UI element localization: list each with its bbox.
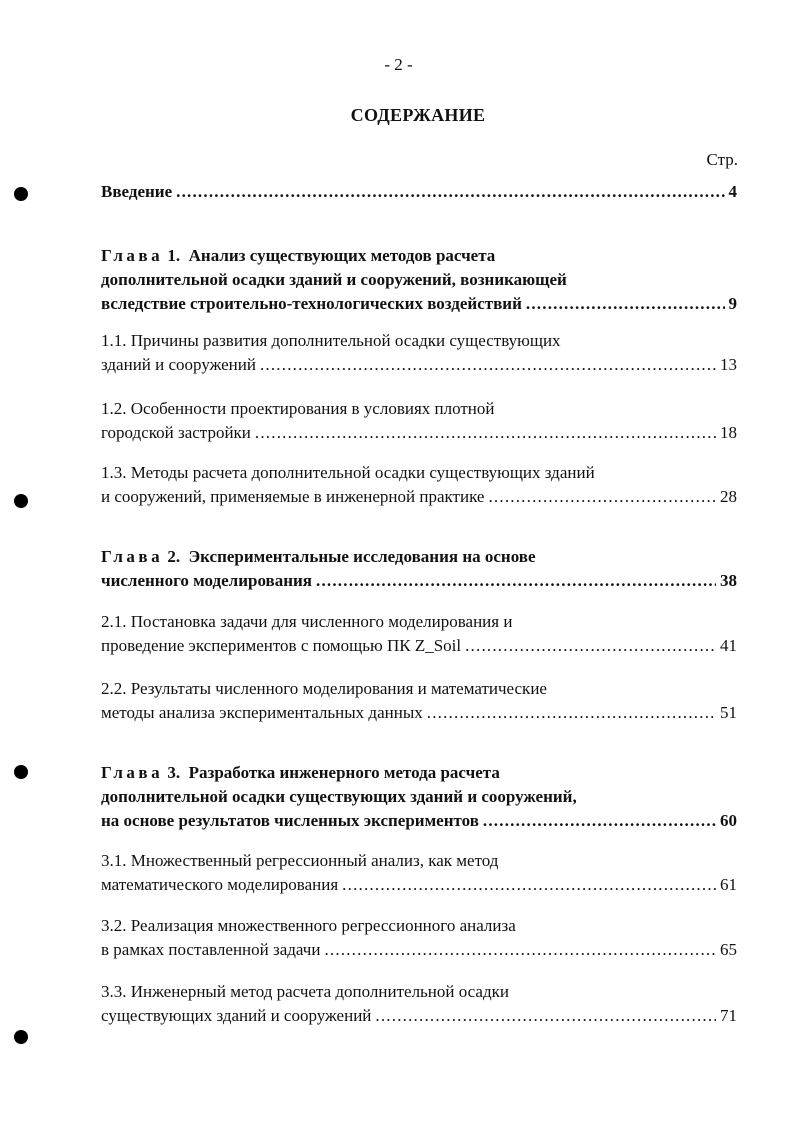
toc-page-number: 61 xyxy=(720,875,737,894)
toc-entry-text: Экспериментальные исследования на основе xyxy=(188,547,536,566)
toc-entry-text: 3.3. Инженерный метод расчета дополнительной осадки xyxy=(101,982,509,1001)
toc-page-number: 41 xyxy=(720,636,737,655)
toc-entry-text: дополнительной осадки зданий и сооружений, возникающей xyxy=(101,270,567,289)
page-column-label: Стр. xyxy=(706,150,738,169)
toc-entry-text: численного моделирования xyxy=(101,571,312,590)
toc-entry-2-1 xyxy=(101,610,737,658)
toc-entry-3-1 xyxy=(101,849,737,897)
leader-dots xyxy=(465,634,716,658)
toc-page-number: 18 xyxy=(720,423,737,442)
toc-entry-text: и сооружений, применяемые в инженерной практике xyxy=(101,487,485,506)
toc-page-number: 9 xyxy=(728,294,737,313)
binder-hole-icon xyxy=(14,187,28,201)
toc-entry-text: на основе результатов численных экспериментов xyxy=(101,811,479,830)
leader-dots xyxy=(526,292,725,316)
binder-hole-icon xyxy=(14,1030,28,1044)
toc-page-number: 51 xyxy=(720,703,737,722)
leader-dots xyxy=(176,180,724,204)
toc-entry-text: Введение xyxy=(101,182,173,201)
toc-entry-text: 1.1. Причины развития дополнительной осадки существующих xyxy=(101,331,561,350)
toc-page-number: 60 xyxy=(720,811,737,830)
leader-dots xyxy=(316,569,716,593)
binder-hole-icon xyxy=(14,765,28,779)
chapter-number: 2. xyxy=(167,547,181,566)
chapter-label: Глава xyxy=(101,763,164,782)
toc-entry-2-2 xyxy=(101,677,737,725)
page-number: - 2 - xyxy=(384,55,413,74)
toc-entry-3-3 xyxy=(101,980,737,1028)
leader-dots xyxy=(375,1004,716,1028)
toc-page-number: 65 xyxy=(720,940,737,959)
toc-entry-text: 1.3. Методы расчета дополнительной осадки существующих зданий xyxy=(101,463,595,482)
toc-entry-chapter-2 xyxy=(101,545,737,593)
toc-entry-text: Анализ существующих методов расчета xyxy=(188,246,496,265)
leader-dots xyxy=(427,701,716,725)
toc-page-number: 13 xyxy=(720,355,737,374)
toc-entry-text: зданий и сооружений xyxy=(101,355,256,374)
toc-page-number: 38 xyxy=(720,571,737,590)
leader-dots xyxy=(483,809,716,833)
toc-entry-text: Разработка инженерного метода расчета xyxy=(188,763,500,782)
chapter-number: 3. xyxy=(167,763,181,782)
binder-hole-icon xyxy=(14,494,28,508)
toc-entry-chapter-1 xyxy=(101,244,737,316)
toc-title: СОДЕРЖАНИЕ xyxy=(350,105,486,125)
toc-entry-text: вследствие строительно-технологических воздействий xyxy=(101,294,522,313)
toc-entry-text: в рамках поставленной задачи xyxy=(101,940,321,959)
toc-entry-text: 2.2. Результаты численного моделирования и математические xyxy=(101,679,547,698)
toc-entry-1-1 xyxy=(101,329,737,377)
toc-entry-text: существующих зданий и сооружений xyxy=(101,1006,372,1025)
toc-entry-text: математического моделирования xyxy=(101,875,339,894)
toc-page-number: 28 xyxy=(720,487,737,506)
toc-entry-text: городской застройки xyxy=(101,423,251,442)
toc-page-number: 4 xyxy=(728,182,737,201)
toc-entry-chapter-3 xyxy=(101,761,737,833)
leader-dots xyxy=(324,938,716,962)
leader-dots xyxy=(260,353,716,377)
chapter-number: 1. xyxy=(167,246,181,265)
leader-dots xyxy=(255,421,716,445)
chapter-label: Глава xyxy=(101,246,164,265)
toc-entry-1-2 xyxy=(101,397,737,445)
toc-entry-text: методы анализа экспериментальных данных xyxy=(101,703,423,722)
toc-entry-text: 3.1. Множественный регрессионный анализ, как метод xyxy=(101,851,499,870)
toc-entry-3-2 xyxy=(101,914,737,962)
leader-dots xyxy=(342,873,716,897)
toc-entry-text: дополнительной осадки существующих зданий и сооружений, xyxy=(101,787,577,806)
toc-entry-1-3 xyxy=(101,461,737,509)
toc-entry-text: 3.2. Реализация множественного регрессионного анализа xyxy=(101,916,516,935)
chapter-label: Глава xyxy=(101,547,164,566)
toc-page-number: 71 xyxy=(720,1006,737,1025)
toc-entry-introduction xyxy=(101,180,737,204)
toc-entry-text: 1.2. Особенности проектирования в условиях плотной xyxy=(101,399,495,418)
leader-dots xyxy=(488,485,716,509)
toc-entry-text: 2.1. Постановка задачи для численного моделирования и xyxy=(101,612,513,631)
toc-entry-text: проведение экспериментов с помощью ПК Z_Soil xyxy=(101,636,462,655)
